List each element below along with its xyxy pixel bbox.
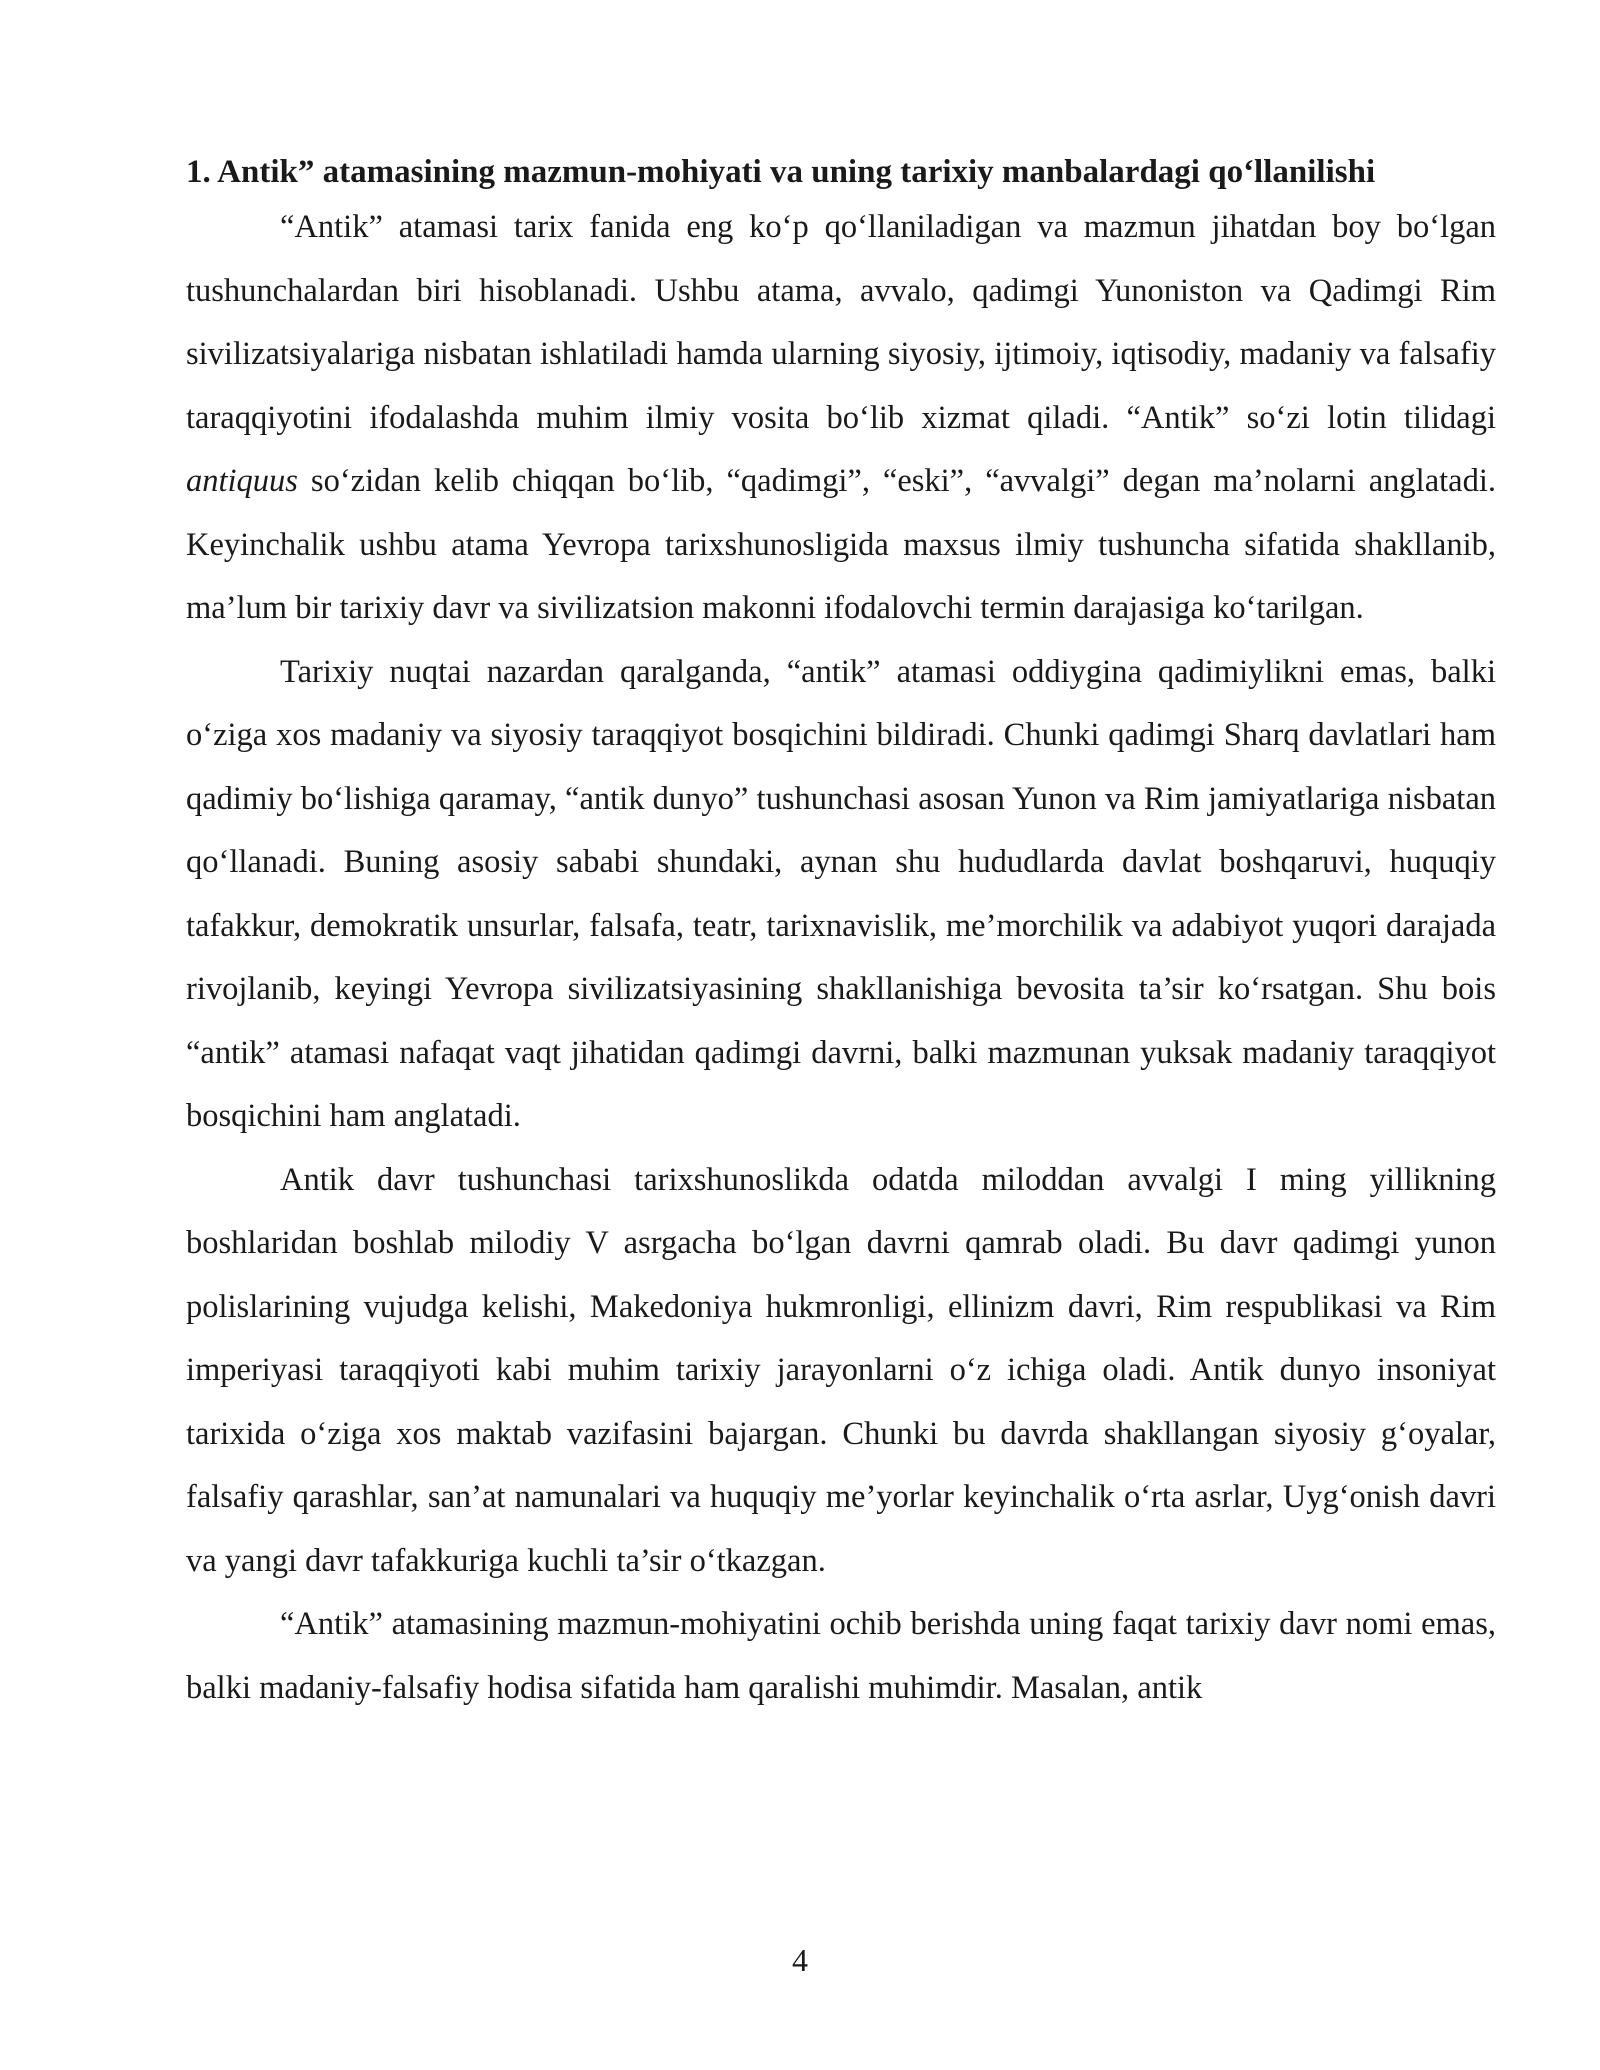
paragraph-1-text-start: “Antik” atamasi tarix fanida eng ko‘p qo‘llaniladigan va mazmun jihatdan boy bo‘lgan tushunchalardan biri hisoblanadi. Ushbu atama, avvalo, qadimgi Yunoniston va Qadimgi Rim sivilizatsiyalariga nisbatan ishlatiladi hamda ularning siyosiy, ijtimoiy, iqtisodiy, madaniy va falsafiy taraqqiyotini ifodalashda muhim ilmiy vosita bo‘lib xizmat qiladi. “Antik” so‘zi lotin tilidagi [186,209,1496,436]
paragraph-4: “Antik” atamasining mazmun-mohiyatini ochib berishda uning faqat tarixiy davr nomi emas, balki madaniy-falsafiy hodisa sifatida ham qaralishi muhimdir. Masalan, antik [186,1606,1496,1706]
section-heading: 1. Antik” atamasining mazmun-mohiyati va uning tarixiy manbalardagi qo‘llanilishi [186,154,1376,190]
paragraph-1-text-end: so‘zidan kelib chiqqan bo‘lib, “qadimgi”, “eski”, “avvalgi” degan ma’nolarni anglatadi. Keyinchalik ushbu atama Yevropa tarixshunosligida maxsus ilmiy tushuncha sifatida shakllanib, ma’lum bir tarixiy davr va sivilizatsion makonni ifodalovchi termin darajasiga ko‘tarilgan. [186,463,1496,626]
paragraph-2: Tarixiy nuqtai nazardan qaralganda, “antik” atamasi oddiygina qadimiylikni emas, balki o‘ziga xos madaniy va siyosiy taraqqiyot bosqichini bildiradi. Chunki qadimgi Sharq davlatlari ham qadimiy bo‘lishiga qaramay, “antik dunyo” tushunchasi asosan Yunon va Rim jamiyatlariga nisbatan qo‘llanadi. Buning asosiy sababi shundaki, aynan shu hududlarda davlat boshqaruvi, huquqiy tafakkur, demokratik unsurlar, falsafa, teatr, tarixnavislik, me’morchilik va adabiyot yuqori darajada rivojlanib, keyingi Yevropa sivilizatsiyasining shakllanishiga bevosita ta’sir ko‘rsatgan. Shu bois “antik” atamasi nafaqat vaqt jihatidan qadimgi davrni, balki mazmunan yuksak madaniy taraqqiyot bosqichini ham anglatadi. [186,653,1496,1134]
page-number: 4 [792,1942,808,1978]
page-content [186,148,1496,1720]
paragraph-1 [186,196,1496,641]
paragraph-3: Antik davr tushunchasi tarixshunoslikda odatda miloddan avvalgi I ming yillikning boshlaridan boshlab milodiy V asrgacha bo‘lgan davrni qamrab oladi. Bu davr qadimgi yunon polislarining vujudga kelishi, Makedoniya hukmronligi, ellinizm davri, Rim respublikasi va Rim imperiyasi taraqqiyoti kabi muhim tarixiy jarayonlarni o‘z ichiga oladi. Antik dunyo insoniyat tarixida o‘ziga xos maktab vazifasini bajargan. Chunki bu davrda shakllangan siyosiy g‘oyalar, falsafiy qarashlar, san’at namunalari va huquqiy me’yorlar keyinchalik o‘rta asrlar, Uyg‘onish davri va yangi davr tafakkuriga kuchli ta’sir o‘tkazgan. [186,1161,1496,1579]
italic-term: antiquus [186,463,298,499]
